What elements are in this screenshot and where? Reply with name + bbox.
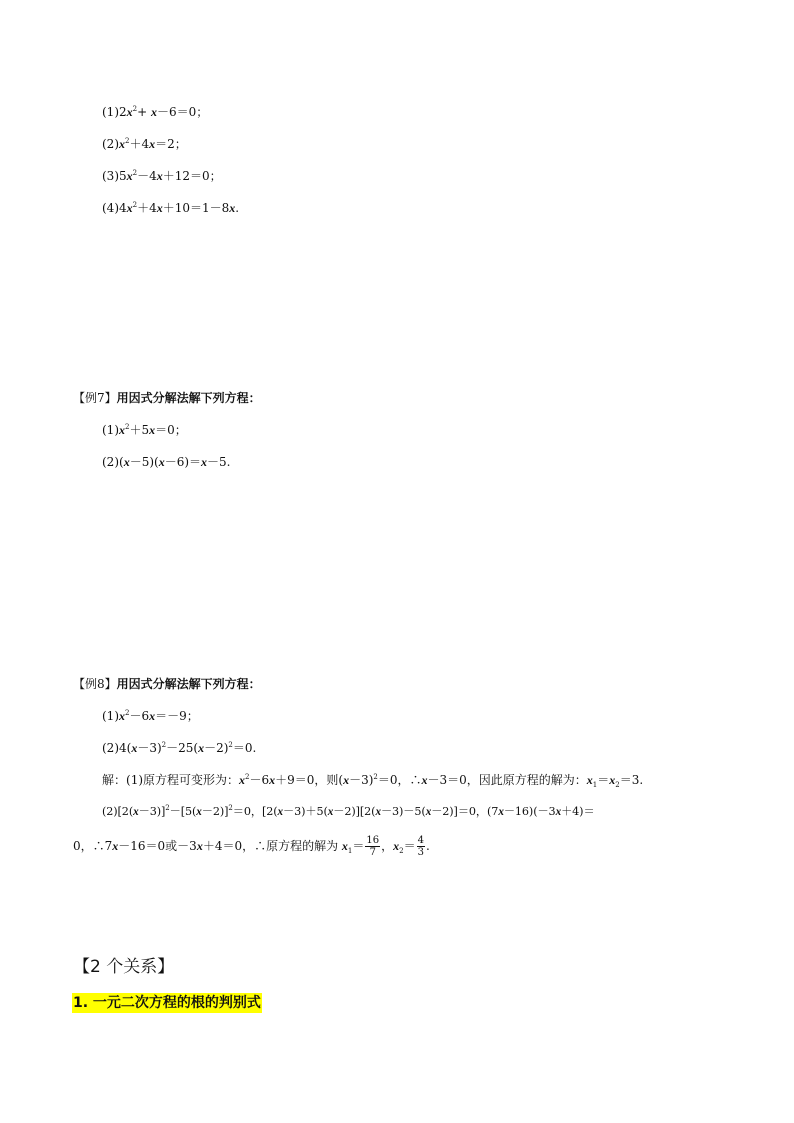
example-7-problem-1: $(1)x^2+5x=0$； xyxy=(102,423,187,437)
solution-line-2: $(2)[2(x-3)]^2-[5(x-2)]^2=0$，[2(x－3)＋5(x－2)][2(x－3)－5(x－2)]＝0，(7x－16)(－3x＋4)＝ xyxy=(102,804,595,818)
example-8-problem-2: $(2)4(x-3)^2-25(x-2)^2=0$. xyxy=(102,741,257,755)
fraction-16-7: $\frac{16}{7}$ xyxy=(366,835,380,858)
solution-line-3: 0，∴7x－16＝0或－3x＋4＝0，∴原方程的解为 $x_1=$ $\frac{16}{7}$ ，$x_2=$ $\frac{4}{3}$ . xyxy=(73,835,430,858)
problem-4: $(4)4x^2+4x+10=1-8x$. xyxy=(102,201,240,215)
example-8-problem-1: $(1)x^2-6x=-9$； xyxy=(102,709,199,723)
example-7-header: 【例7】用因式分解法解下列方程： xyxy=(73,391,261,405)
problem-3: $(3)5x^2-4x+12=0$； xyxy=(102,169,222,183)
subsection-title-highlighted: 1. 一元二次方程的根的判别式 xyxy=(73,995,261,1011)
problem-1: $(1)2x^2+ x-6=0$； xyxy=(102,105,209,119)
section-title: 【2 个关系】 xyxy=(73,957,175,977)
fraction-4-3: $\frac{4}{3}$ xyxy=(417,835,425,858)
problem-2: $(2)x^2+4x=2$； xyxy=(102,137,187,151)
solution-line-1: 解：(1)原方程可变形为：$x^2-6x+9=0$，则$(x-3)^2=0$，∴x－3＝0，因此原方程的解为：$x_1=x_2=3$. xyxy=(102,773,644,789)
example-7-problem-2: (2)(x－5)(x－6)＝x－5. xyxy=(102,455,231,469)
example-8-header: 【例8】用因式分解法解下列方程： xyxy=(73,677,261,691)
